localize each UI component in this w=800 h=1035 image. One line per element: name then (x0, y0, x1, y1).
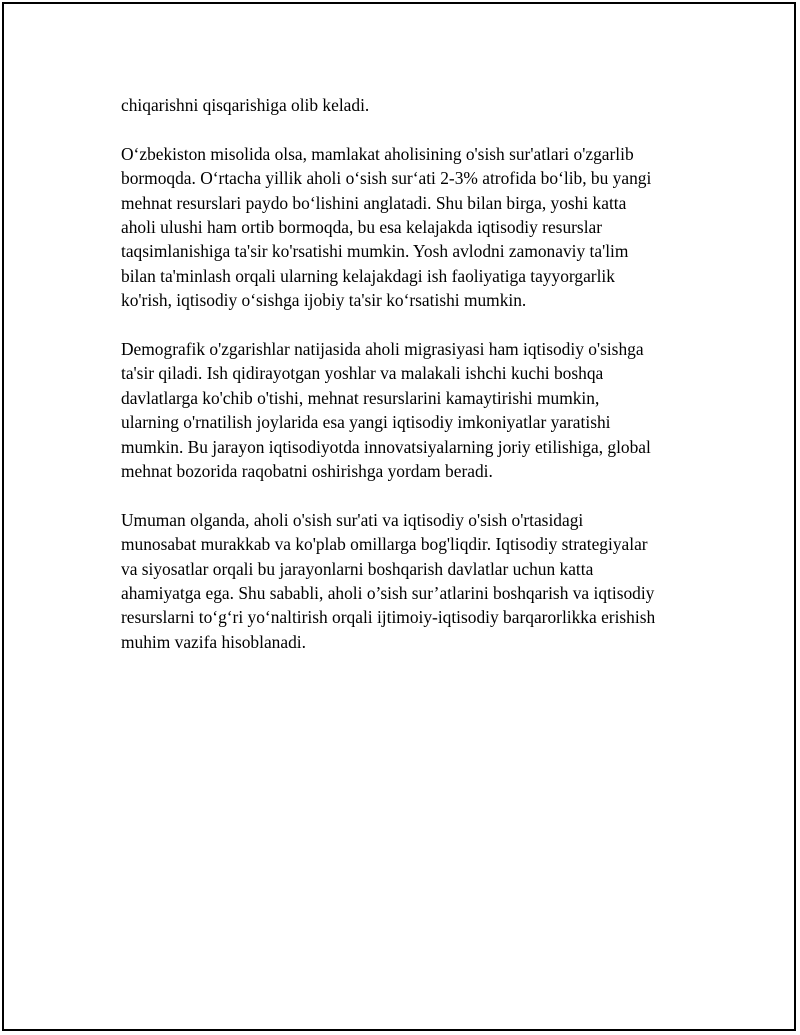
paragraph-conclusion: Umuman olganda, aholi o'sish sur'ati va iqtisodiy o'sish o'rtasidagi munosabat murakkab va ko'plab omillarga bog'liqdir. Iqtisodiy strategiyalar va siyosatlar orqali bu jarayonlarni boshqarish davlatlar uchun katta ahamiyatga ega. Shu sababli, aholi o’sish sur’atlarini boshqarish va iqtisodiy resurslarni to‘g‘ri yo‘naltirish orqali ijtimoiy-iqtisodiy barqarorlikka erishish muhim vazifa hisoblanadi. (121, 509, 656, 652)
document-page (2, 2, 796, 1031)
paragraph-migration: Demografik o'zgarishlar natijasida aholi migrasiyasi ham iqtisodiy o'sishga ta'sir qiladi. Ish qidirayotgan yoshlar va malakali ishchi kuchi boshqa davlatlarga ko'chib o'tishi, mehnat resurslarini kamaytirishi mumkin, ularning o'rnatilish joylarida esa yangi iqtisodiy imkoniyatlar yaratishi mumkin. Bu jarayon iqtisodiyotda innovatsiyalarning joriy etilishiga, global mehnat bozorida raqobatni oshirishga yordam beradi. (121, 339, 651, 482)
paragraph-uzbekistan-population: O‘zbekiston misolida olsa, mamlakat aholisining o'sish sur'atlari o'zgarlib bormoqda. O‘rtacha yillik aholi o‘sish sur‘ati 2-3% atrofida bo‘lib, bu yangi mehnat resurslari paydo bo‘lishini anglatadi. Shu bilan birga, yoshi katta aholi ulushi ham ortib bormoqda, bu esa kelajakda iqtisodiy resurslar taqsimlanishiga ta'sir ko'rsatishi mumkin. Yosh avlodni zamonaviy ta'lim bilan ta'minlash orqali ularning kelajakdagi ish faoliyatiga tayyorgarlik ko'rish, iqtisodiy o‘sishga ijobiy ta'sir ko‘rsatishi mumkin. (121, 143, 652, 311)
page-body (121, 93, 711, 679)
paragraph-continuation: chiqarishni qisqarishiga olib keladi. (121, 95, 370, 115)
